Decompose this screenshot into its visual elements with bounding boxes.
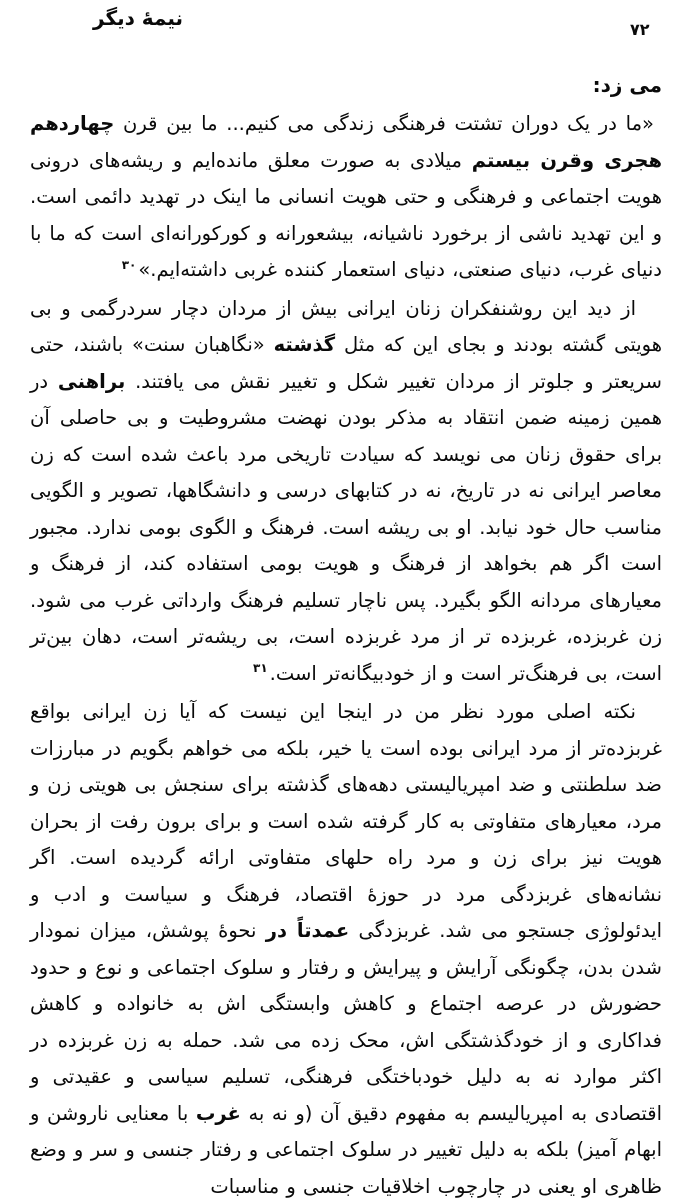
paragraph-2-text-segment: در همین زمینه ضمن انتقاد به مذکر بودن نهضت مشروطیت و بی حاصلی آن برای حقوق زنان می نویسد که سیادت تاریخی مرد باعث شده است که زن معاصر ایرانی نه در تاریخ، نه در کتابهای درسی و دانشگاهها، تصویر و الگویی مناسب حال خود نیابد. او بی ریشه است. فرهنگ و الگوی بومی ندارد. مجبور است اگر هم بخواهد از فرهنگ و هویت بومی استفاده کند، از فرهنگ و معیارهای مردانه الگو بگیرد. پس ناچار تسلیم فرهنگ وارداتی غرب می شود. زن غربزده، غربزده تر از مرد غربزده است، بی ریشه‌تر است، دهان بین‌تر است، بی فرهنگ‌تر است و از خودبیگانه‌تر است. [30, 369, 662, 685]
paragraph-2-bold-phrase: گذشته [273, 333, 336, 356]
page-number: ۷۲ [630, 20, 650, 39]
body-text-block [30, 70, 662, 1200]
footnote-marker-31: ۳۱ [253, 661, 268, 675]
paragraph-3-text-segment: نحوهٔ پوشش، میزان نمودار شدن بدن، چگونگی آرایش و پیرایش و رفتار و سلوک اجتماعی و نوع و حدود حضورش در عرصه اجتماع و کاهش وابستگی اش به خانواده و کاهش فداکاری و از خودگذشتگی اش، محک زده می شد. حمله به زن غربزده در اکثر موارد نه به دلیل خودباختگی فرهنگی، تسلیم سیاسی و عقیدتی و اقتصادی به امپریالیسم به مفهوم دقیق آن (و نه به [30, 919, 662, 1125]
footnote-marker-30: ۳۰ [121, 257, 137, 272]
lead-line: می زد: [592, 73, 662, 97]
paragraph-3-bold-phrase: عمدتاً در [265, 919, 350, 942]
paragraph-2-text-segment: «نگاهبان سنت» باشند، حتی سریعتر و جلوتر از مردان تغییر شکل و تغییر نقش می یافتند. [30, 333, 662, 393]
paragraph-3-text-segment: نکته اصلی مورد نظر من در اینجا این نیست که آیا زن ایرانی بواقع غربزده‌تر از مرد ایرانی بوده است یا خیر، بلکه می خواهم بگویم در مبارزات ضد سلطنتی و ضد امپریالیستی دهه‌های گذشته برای سنجش بی هویتی زن و مرد، معیارهای متفاوتی به کار گرفته شده است و برای برون رفت از بحران هویت نیز برای زن و مرد راه حلهای متفاوتی ارائه گردیده است. اگر نشانه‌های غربزدگی مرد در حوزهٔ اقتصاد، فرهنگ و سیاست و ادب و ایدئولوژی جستجو می شد. غربزدگی [30, 700, 662, 942]
paragraph-2-text-segment: از دید این روشنفکران زنان ایرانی بیش از مردان دچار سردرگمی و بی هویتی گشته بودند و بجای این که مثل [30, 296, 662, 356]
quote-bold-phrase: چهاردهم هجری وقرن بیستم [30, 112, 662, 172]
paragraph-3-text-segment: با معنایی ناروشن و ابهام آمیز) بلکه به دلیل تغییر در سلوک اجتماعی و رفتار جنسی و سر و وضع ظاهری او یعنی در چارچوب اخلاقیات جنسی و مناسبات [30, 1101, 662, 1198]
paragraph-2-bold-phrase: براهنی [57, 369, 126, 393]
paragraph-3 [30, 694, 662, 1200]
paragraph-2 [30, 291, 662, 693]
quote-text-segment: میلادی به صورت معلق مانده‌ایم و ریشه‌های درونی هویت اجتماعی و فرهنگی و حتی هویت انسانی ما اینک در تهدید دائمی است. و این تهدید ناشی از برخورد ناشیانه، بیشعورانه و کورکورانه‌ای است که ما با دنیای غرب، دنیای صنعتی، دنیای استعمار کننده غربی داشته‌ایم.» [30, 148, 662, 281]
quote-paragraph [30, 106, 662, 289]
journal-title: نیمهٔ دیگر [93, 6, 184, 30]
paragraph-3-bold-phrase: غرب [195, 1101, 241, 1125]
quote-text-segment: «ما در یک دوران تشتت فرهنگی زندگی می کنیم... ما بین قرن [114, 112, 654, 135]
